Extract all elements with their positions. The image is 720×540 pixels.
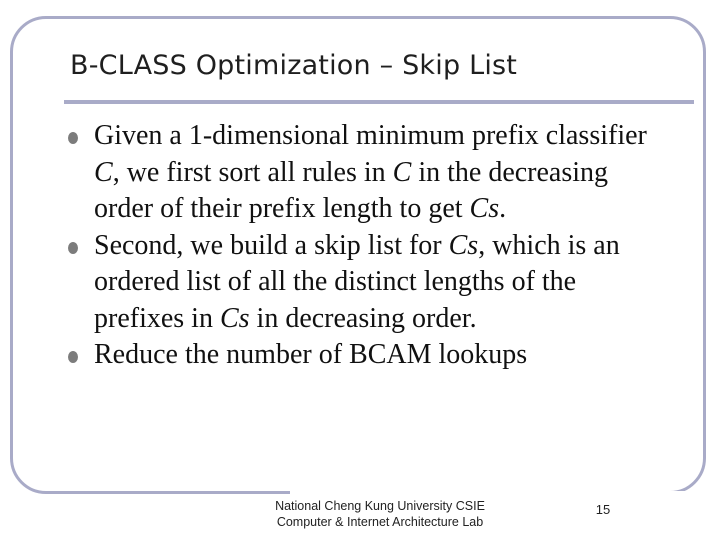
slide-footer: [230, 498, 530, 530]
page-number: 15: [595, 502, 611, 517]
slide-title: B-CLASS Optimization – Skip List: [70, 50, 518, 81]
footer-line-university: National Cheng Kung University CSIE: [275, 499, 485, 513]
bullet-item: [64, 118, 664, 228]
bullet-dot-icon: [68, 351, 78, 363]
bullet-list: [64, 118, 664, 374]
bullet-dot-icon: [68, 132, 78, 144]
bullet-item: [64, 228, 664, 338]
footer-line-lab: Computer & Internet Architecture Lab: [276, 515, 484, 529]
bullet-text: Given a 1-dimensional minimum prefix classifier C, we first sort all rules in C in the decreasing order of their prefix length to get Cs.: [94, 120, 647, 224]
bullet-text: Reduce the number of BCAM lookups: [94, 339, 528, 370]
title-underline: [64, 100, 694, 104]
bullet-text: Second, we build a skip list for Cs, which is an ordered list of all the distinct lengths of the prefixes in Cs in decreasing order.: [94, 229, 620, 334]
bullet-item: [64, 337, 664, 374]
bullet-dot-icon: [68, 242, 78, 254]
